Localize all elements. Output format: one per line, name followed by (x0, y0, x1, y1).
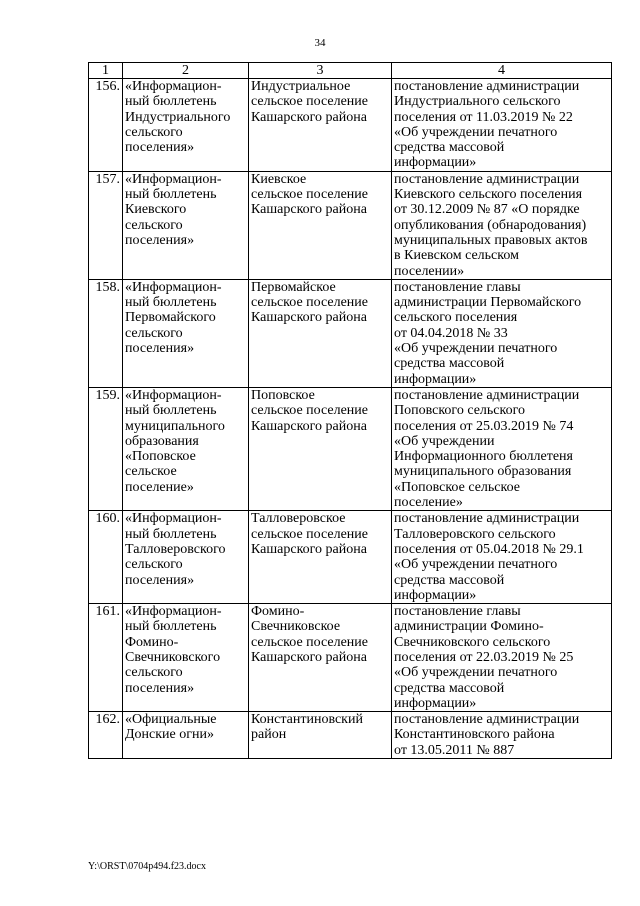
territory: Константиновский район (249, 712, 392, 759)
table-row (89, 604, 612, 712)
legal-act: постановление администрации Индустриального сельского поселения от 11.03.2019 № 22 «Об учреждении печатного средства массовой информации» (392, 79, 612, 172)
territory: Фомино- Свечниковское сельское поселение Кашарского района (249, 604, 392, 712)
row-number: 161. (89, 604, 123, 712)
table-row (89, 79, 612, 172)
page-number: 34 (314, 37, 326, 49)
publication-name: «Информацион- ный бюллетень Талловеровского сельского поселения» (123, 511, 249, 604)
footer-file-path: Y:\ORST\0704p494.f23.docx (88, 861, 206, 872)
publication-name: «Официальные Донские огни» (123, 712, 249, 759)
header-cell-3: 3 (249, 63, 392, 79)
publication-name: «Информацион- ный бюллетень Киевского сельского поселения» (123, 171, 249, 279)
publication-name: «Информацион- ный бюллетень Первомайского сельского поселения» (123, 279, 249, 387)
registry-table (88, 62, 612, 759)
header-cell-1: 1 (89, 63, 123, 79)
territory: Поповское сельское поселение Кашарского района (249, 387, 392, 510)
legal-act: постановление главы администрации Фомино- Свечниковского сельского поселения от 22.03.2019 № 25 «Об учреждении печатного средства массовой информации» (392, 604, 612, 712)
row-number: 159. (89, 387, 123, 510)
legal-act: постановление администрации Константиновского района от 13.05.2011 № 887 (392, 712, 612, 759)
row-number: 160. (89, 511, 123, 604)
territory: Первомайское сельское поселение Кашарского района (249, 279, 392, 387)
table-header-row (89, 63, 612, 79)
table-row (89, 171, 612, 279)
row-number: 157. (89, 171, 123, 279)
publication-name: «Информацион- ный бюллетень муниципального образования «Поповское сельское поселение» (123, 387, 249, 510)
table-row (89, 279, 612, 387)
publication-name: «Информацион- ный бюллетень Индустриального сельского поселения» (123, 79, 249, 172)
legal-act: постановление администрации Поповского сельского поселения от 25.03.2019 № 74 «Об учреждении Информационного бюллетеня муниципального образования «Поповское сельское поселение» (392, 387, 612, 510)
legal-act: постановление администрации Талловеровского сельского поселения от 05.04.2018 № 29.1 «Об учреждении печатного средства массовой информации» (392, 511, 612, 604)
legal-act: постановление главы администрации Первомайского сельского поселения от 04.04.2018 № 33 «Об учреждении печатного средства массовой информации» (392, 279, 612, 387)
row-number: 156. (89, 79, 123, 172)
header-cell-2: 2 (123, 63, 249, 79)
legal-act: постановление администрации Киевского сельского поселения от 30.12.2009 № 87 «О порядке опубликования (обнародования) муниципальных правовых актов в Киевском сельском поселении» (392, 171, 612, 279)
row-number: 158. (89, 279, 123, 387)
row-number: 162. (89, 712, 123, 759)
table-row (89, 387, 612, 510)
table-row (89, 712, 612, 759)
publication-name: «Информацион- ный бюллетень Фомино- Свечниковского сельского поселения» (123, 604, 249, 712)
territory: Индустриальное сельское поселение Кашарского района (249, 79, 392, 172)
territory: Киевское сельское поселение Кашарского района (249, 171, 392, 279)
table-row (89, 511, 612, 604)
header-cell-4: 4 (392, 63, 612, 79)
territory: Талловеровское сельское поселение Кашарского района (249, 511, 392, 604)
